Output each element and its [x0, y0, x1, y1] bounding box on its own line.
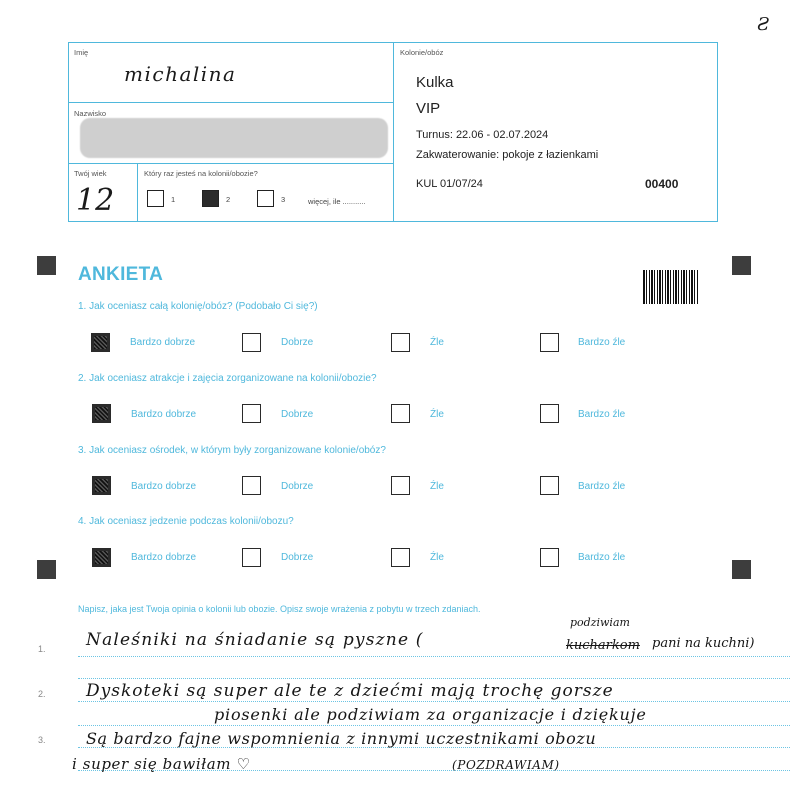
age-value[interactable]: 12	[76, 183, 115, 218]
surname-label: Nazwisko	[74, 109, 107, 118]
camp-label: Kolonie/obóz	[400, 48, 444, 57]
q1-very-good-label: Bardzo dobrze	[130, 337, 196, 348]
camp-type: VIP	[416, 100, 441, 117]
q2-bad-label: Źle	[430, 409, 444, 420]
opinion-inserted-word: podziwiam	[570, 616, 630, 629]
registration-marker-bottom-left	[37, 560, 56, 579]
header-divider-surname	[68, 163, 393, 164]
opinion-line-1: Naleśniki na śniadanie są pyszne (	[86, 630, 424, 650]
q2-very-good-label: Bardzo dobrze	[131, 409, 197, 420]
opinion-line-5: i super się bawiłam ♡	[72, 755, 251, 773]
header-divider-age	[137, 163, 138, 222]
q3-good-checkbox[interactable]	[242, 476, 261, 495]
q1-bad-checkbox[interactable]	[391, 333, 410, 352]
row-number-1: 1.	[38, 644, 46, 654]
q4-very-good-checkbox[interactable]	[92, 548, 111, 567]
writing-line-1	[78, 656, 790, 657]
form-number: 00400	[645, 177, 679, 191]
question-1-text: 1. Jak oceniasz całą kolonię/obóz? (Podobało Ci się?)	[78, 301, 318, 312]
row-number-3: 3.	[38, 735, 46, 745]
registration-marker-bottom-right	[732, 560, 751, 579]
q3-bad-checkbox[interactable]	[391, 476, 410, 495]
opinion-line-3: piosenki ale podziwiam za organizacje i dziękuje	[214, 705, 647, 724]
times-option-2-label: 2	[226, 195, 231, 204]
name-value[interactable]: michalina	[124, 62, 237, 86]
barcode	[643, 270, 699, 304]
writing-line-2	[78, 701, 790, 702]
row-number-2: 2.	[38, 689, 46, 699]
q1-very-good-checkbox[interactable]	[91, 333, 110, 352]
q2-very-bad-label: Bardzo źle	[578, 409, 626, 420]
camp-code: KUL 01/07/24	[416, 178, 483, 190]
q4-good-checkbox[interactable]	[242, 548, 261, 567]
q2-good-checkbox[interactable]	[242, 404, 261, 423]
q4-very-good-label: Bardzo dobrze	[131, 552, 197, 563]
header-divider-vertical	[393, 42, 394, 222]
opinion-struck-word: kucharkom	[566, 638, 640, 653]
q1-bad-label: Źle	[430, 337, 444, 348]
q1-good-label: Dobrze	[281, 337, 314, 348]
question-3-text: 3. Jak oceniasz ośrodek, w którym były zorganizowane kolonie/obóz?	[78, 445, 386, 456]
registration-marker-top-left	[37, 256, 56, 275]
accommodation: Zakwaterowanie: pokoje z łazienkami	[416, 149, 599, 161]
survey-title: ANKIETA	[78, 264, 164, 285]
opinion-line-2: Dyskoteki są super ale te z dziećmi mają trochę gorsze	[86, 681, 614, 701]
opinion-instruction: Napisz, jaka jest Twoja opinia o kolonii lub obozie. Opisz swoje wrażenia z pobytu w trzech zdaniach.	[78, 604, 481, 614]
header-divider-name	[68, 102, 393, 103]
opinion-line-4: Są bardzo fajne wspomnienia z innymi uczestnikami obozu	[86, 729, 597, 748]
turnus-dates: Turnus: 22.06 - 02.07.2024	[416, 129, 549, 141]
times-option-3-label: 3	[281, 195, 286, 204]
times-option-3-checkbox[interactable]	[257, 190, 274, 207]
surname-redacted	[80, 118, 388, 158]
q1-very-bad-label: Bardzo źle	[578, 337, 626, 348]
q4-very-bad-label: Bardzo źle	[578, 552, 626, 563]
age-label: Twój wiek	[74, 169, 107, 178]
times-option-1-label: 1	[171, 195, 176, 204]
opinion-greeting: (POZDRAWIAM)	[452, 758, 560, 772]
q3-very-bad-checkbox[interactable]	[540, 476, 559, 495]
corner-handwritten-mark: Ƨ	[757, 14, 770, 35]
times-option-1-checkbox[interactable]	[147, 190, 164, 207]
q2-bad-checkbox[interactable]	[391, 404, 410, 423]
q3-bad-label: Źle	[430, 481, 444, 492]
opinion-line-1-end: pani na kuchni)	[652, 636, 755, 651]
times-label: Który raz jesteś na kolonii/obozie?	[144, 169, 258, 178]
writing-line-2b	[78, 725, 790, 726]
q4-very-bad-checkbox[interactable]	[540, 548, 559, 567]
question-2-text: 2. Jak oceniasz atrakcje i zajęcia zorganizowane na kolonii/obozie?	[78, 373, 377, 384]
q3-very-good-label: Bardzo dobrze	[131, 481, 197, 492]
q1-very-bad-checkbox[interactable]	[540, 333, 559, 352]
q2-very-good-checkbox[interactable]	[92, 404, 111, 423]
q4-bad-label: Źle	[430, 552, 444, 563]
times-option-2-checkbox[interactable]	[202, 190, 219, 207]
q3-very-good-checkbox[interactable]	[92, 476, 111, 495]
camp-name: Kulka	[416, 74, 454, 91]
q3-very-bad-label: Bardzo źle	[578, 481, 626, 492]
q2-good-label: Dobrze	[281, 409, 314, 420]
writing-line-1b	[78, 678, 790, 679]
q2-very-bad-checkbox[interactable]	[540, 404, 559, 423]
name-label: Imię	[74, 48, 89, 57]
registration-marker-top-right	[732, 256, 751, 275]
q3-good-label: Dobrze	[281, 481, 314, 492]
question-4-text: 4. Jak oceniasz jedzenie podczas kolonii/obozu?	[78, 516, 294, 527]
q4-bad-checkbox[interactable]	[391, 548, 410, 567]
q1-good-checkbox[interactable]	[242, 333, 261, 352]
times-more-label: więcej, ile ...........	[308, 197, 366, 206]
q4-good-label: Dobrze	[281, 552, 314, 563]
